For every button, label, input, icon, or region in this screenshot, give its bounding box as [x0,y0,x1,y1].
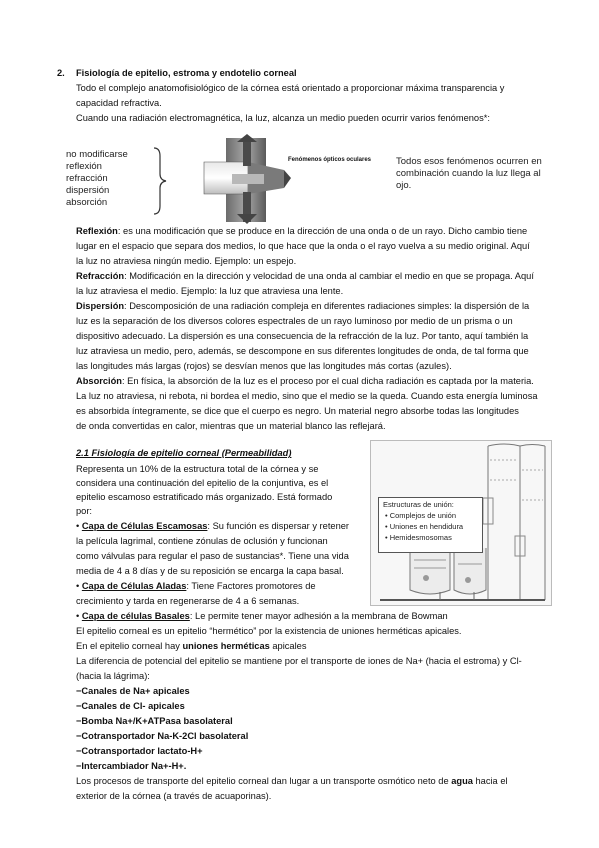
paragraph-line: como válvulas para regular el paso de sustancias*. Tiene una vida [76,551,349,561]
paragraph-line: epitelio escamoso estratificado más organizado. Está formado [76,492,333,502]
definition-absorcion: Absorción: En física, la absorción de la luz es el proceso por el cual dicha radiación es captada por la materia. [76,376,534,386]
definition-line: las longitudes más largas (rojos) se desvían menos que las longitudes más cortas (azules). [76,361,452,371]
paragraph-line: la película lagrimal, contiene zónulas de oclusión y funcionan [76,536,328,546]
junction-legend-box [378,497,483,553]
paragraph-line: por: [76,506,93,516]
figure-note: ojo. [396,180,412,191]
paragraph-line: (hacia la lágrima): [76,671,150,681]
transport-list-item: −Bomba Na+/K+ATPasa basolateral [76,716,233,726]
bullet-aladas: • Capa de Células Aladas: Tiene Factores promotores de [76,581,316,591]
bullet-icon: • [76,581,82,591]
paragraph-line: exterior de la córnea (a través de acuaporinas). [76,791,272,801]
term: Refracción [76,271,125,281]
transport-list-item: −Canales de Na+ apicales [76,686,190,696]
term: Absorción [76,376,122,386]
junction-legend-item: • Complejos de unión [385,511,457,520]
paragraph-line: Representa un 10% de la estructura total de la córnea y se [76,464,319,474]
phenomena-list-item: no modificarse [66,149,128,160]
junction-legend-title: Estructuras de unión: [383,500,454,509]
curly-brace-icon [150,146,172,216]
paragraph-line: considera una continuación del epitelio de la conjuntiva, es el [76,478,329,488]
phenomena-list-item: absorción [66,197,108,208]
definition-line: es absorbida íntegramente, se dice que el cuerpo es negro. Un material negro absorbe todas las longitudes [76,406,519,416]
paragraph-line: El epitelio corneal es un epitelio “hermético” por la existencia de uniones herméticas apicales. [76,626,462,636]
paragraph-line: En el epitelio corneal hay uniones herméticas apicales [76,641,307,651]
definition-refraccion: Refracción: Modificación en la dirección y velocidad de una onda al cambiar el medio en que se propaga. Aquí [76,271,534,281]
term: Dispersión [76,301,125,311]
intro-line: Todo el complejo anatomofisiológico de la córnea está orientado a proporcionar máxima transparencia y [76,83,505,93]
paragraph-line: media de 4 a 8 días y de su reposición se encarga la capa basal. [76,566,344,576]
junction-legend-item: • Uniones en hendidura [385,522,464,531]
definition-line: la luz no atraviesa ningún medio. Ejemplo: un espejo. [76,256,297,266]
phenomena-list-item: refracción [66,173,108,184]
intro-line: Cuando una radiación electromagnética, la luz, alcanza un medio pueden ocurrir varios fenómenos*: [76,113,490,123]
transport-list-item: −Intercambiador Na+-H+. [76,761,187,771]
definition-line: de onda convertidas en calor, mientras que un material blanco las reflejará. [76,421,386,431]
bullet-icon: • [76,521,82,531]
figure-center-label: Fenómenos ópticos oculares [288,157,372,163]
figure-note: Todos esos fenómenos ocurren en [396,156,542,167]
subsection-title: 2.1 Fisiología de epitelio corneal (Permeabilidad) [76,448,292,458]
definition-line: luz es la separación de los diversos colores espectrales de un rayo luminoso por medio de un prisma o un [76,316,513,326]
bullet-icon: • [76,611,82,621]
definition-line: la luz atraviesa el medio. Ejemplo: la luz que atraviesa una lente. [76,286,344,296]
paragraph-line: La diferencia de potencial del epitelio se mantiene por el transporte de iones de Na+ (hacia el estroma) y Cl- [76,656,522,666]
definition-line: luz atraviesa un medio, pero, además, se descompone en sus diferentes longitudes de onda, de tal forma que [76,346,529,356]
definition-line: La luz no atraviesa, ni rebota, ni bordea el medio, sino que el medio se la queda. Cuando esta energía luminosa [76,391,538,401]
section-number: 2. [57,68,65,78]
bullet-basales: • Capa de células Basales: Le permite tener mayor adhesión a la membrana de Bowman [76,611,448,621]
phenomena-list-item: dispersión [66,185,110,196]
paragraph-line: crecimiento y tarda en regenerarse de 4 a 6 semanas. [76,596,300,606]
paragraph-line: Los procesos de transporte del epitelio corneal dan lugar a un transporte osmótico neto de agua hacia el [76,776,508,786]
definition-line: lugar en el espacio que separa dos medios, lo que hace que la onda o el rayo vuelva a su medio original. Aquí [76,241,530,251]
intro-line: capacidad refractiva. [76,98,162,108]
term: Reflexión [76,226,118,236]
transport-list-item: −Cotransportador Na-K-2Cl basolateral [76,731,249,741]
section-title: Fisiología de epitelio, estroma y endotelio corneal [76,68,297,78]
transport-list-item: −Canales de Cl- apicales [76,701,185,711]
transport-list-item: −Cotransportador lactato-H+ [76,746,203,756]
definition-reflexion: Reflexión: es una modificación que se produce en la dirección de una onda o de un rayo. Dicho cambio tiene [76,226,528,236]
definition-line: dispositivo adecuado. La dispersión es una consecuencia de la refracción de la luz. Por tanto, aquí también la [76,331,529,341]
light-medium-illustration [196,134,376,226]
phenomena-list-item: reflexión [66,161,102,172]
junction-legend-item: • Hemidesmosomas [385,533,452,542]
figure-note: combinación cuando la luz llega al [396,168,541,179]
definition-dispersion: Dispersión: Descomposición de una radiación compleja en diferentes radiaciones simples: la dispersión de la [76,301,530,311]
bullet-escamosas: • Capa de Células Escamosas: Su función es dispersar y retener [76,521,350,531]
